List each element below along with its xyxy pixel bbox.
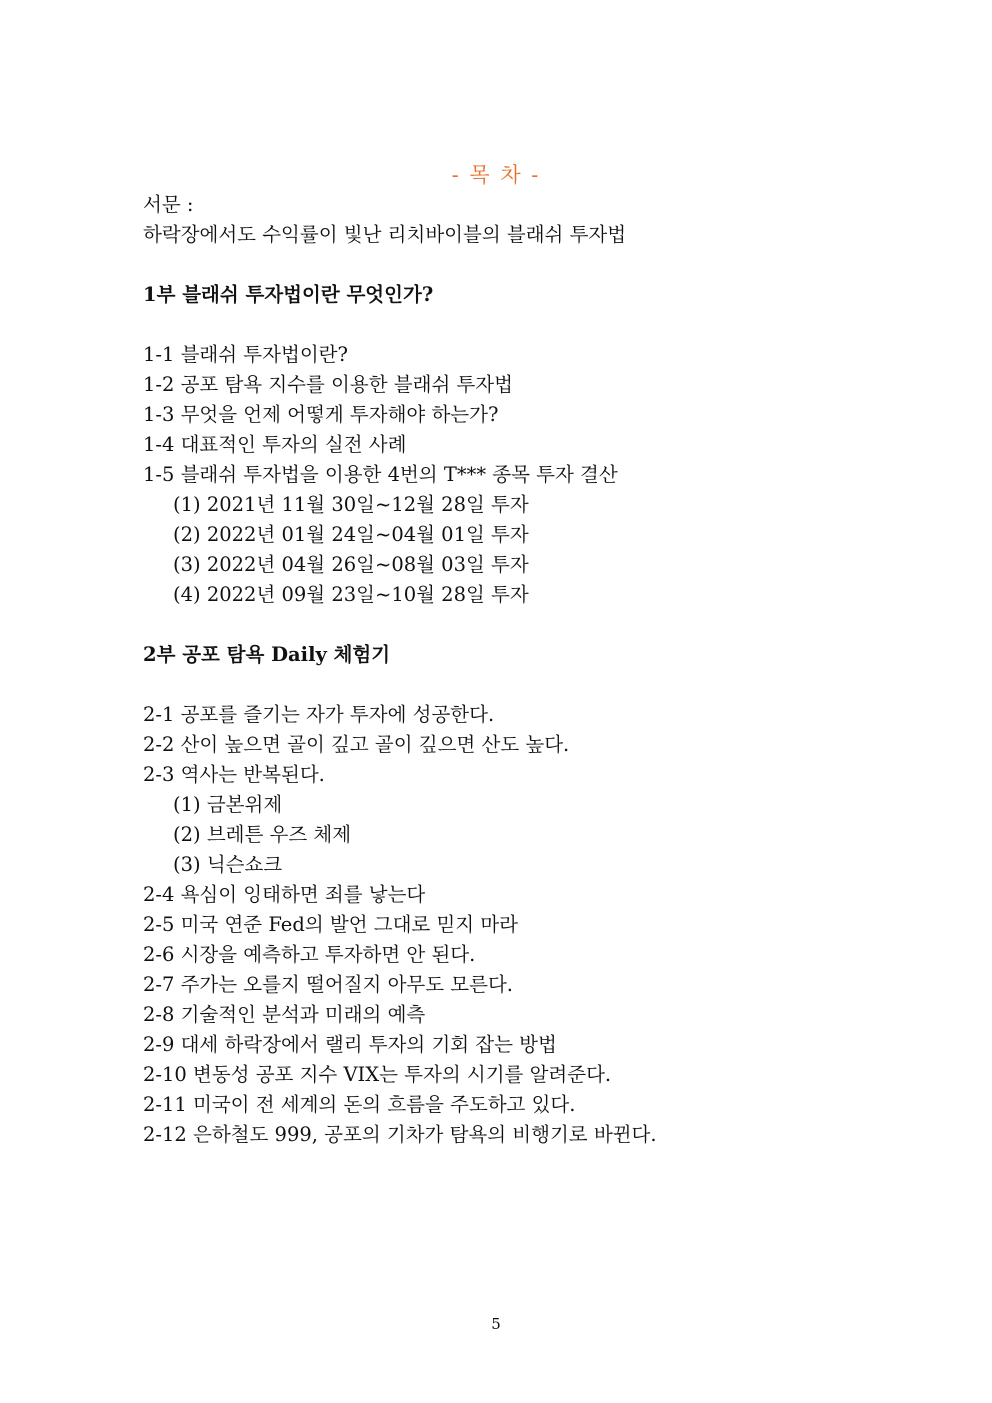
toc-subitem-1-5-3: (3) 2022년 04월 26일~08월 03일 투자 bbox=[173, 553, 529, 576]
toc-subitem-1-5-1: (1) 2021년 11월 30일~12월 28일 투자 bbox=[173, 493, 529, 516]
spacer bbox=[143, 670, 863, 700]
part1-heading: 1부 블래쉬 투자법이란 무엇인가? bbox=[143, 283, 434, 306]
toc-subitem-1-5-2: (2) 2022년 01월 24일~04월 01일 투자 bbox=[173, 523, 529, 546]
toc-content bbox=[143, 190, 863, 1150]
part2-heading: 2부 공포 탐욕 Daily 체험기 bbox=[143, 643, 391, 666]
toc-item-2-10: 2-10 변동성 공포 지수 VIX는 투자의 시기를 알려준다. bbox=[143, 1063, 612, 1086]
toc-item-2-12: 2-12 은하철도 999, 공포의 기차가 탐욕의 비행기로 바뀐다. bbox=[143, 1123, 657, 1146]
spacer bbox=[143, 250, 863, 280]
page-number: 5 bbox=[491, 1315, 501, 1333]
toc-item-2-2: 2-2 산이 높으면 골이 깊고 골이 깊으면 산도 높다. bbox=[143, 733, 570, 756]
toc-item-2-9: 2-9 대세 하락장에서 랠리 투자의 기회 잡는 방법 bbox=[143, 1033, 557, 1056]
toc-item-1-5: 1-5 블래쉬 투자법을 이용한 4번의 T*** 종목 투자 결산 bbox=[143, 463, 618, 486]
intro-text: 하락장에서도 수익률이 빛난 리치바이블의 블래쉬 투자법 bbox=[143, 223, 627, 246]
intro-label: 서문 : bbox=[143, 193, 194, 216]
toc-title: - 목 차 - bbox=[451, 163, 541, 187]
toc-item-2-4: 2-4 욕심이 잉태하면 죄를 낳는다 bbox=[143, 883, 426, 906]
toc-item-2-6: 2-6 시장을 예측하고 투자하면 안 된다. bbox=[143, 943, 476, 966]
toc-item-1-4: 1-4 대표적인 투자의 실전 사례 bbox=[143, 433, 407, 456]
toc-item-2-5: 2-5 미국 연준 Fed의 발언 그대로 믿지 마라 bbox=[143, 913, 518, 936]
toc-item-2-8: 2-8 기술적인 분석과 미래의 예측 bbox=[143, 1003, 426, 1026]
spacer bbox=[143, 610, 863, 640]
toc-item-2-11: 2-11 미국이 전 세계의 돈의 흐름을 주도하고 있다. bbox=[143, 1093, 576, 1116]
toc-subitem-2-3-3: (3) 닉슨쇼크 bbox=[173, 853, 283, 876]
toc-item-1-1: 1-1 블래쉬 투자법이란? bbox=[143, 343, 348, 366]
toc-subitem-2-3-1: (1) 금본위제 bbox=[173, 793, 283, 816]
toc-item-2-1: 2-1 공포를 즐기는 자가 투자에 성공한다. bbox=[143, 703, 495, 726]
toc-subitem-2-3-2: (2) 브레튼 우즈 체제 bbox=[173, 823, 352, 846]
toc-item-1-3: 1-3 무엇을 언제 어떻게 투자해야 하는가? bbox=[143, 403, 499, 426]
toc-item-2-3: 2-3 역사는 반복된다. bbox=[143, 763, 325, 786]
toc-subitem-1-5-4: (4) 2022년 09월 23일~10월 28일 투자 bbox=[173, 583, 529, 606]
toc-item-2-7: 2-7 주가는 오를지 떨어질지 아무도 모른다. bbox=[143, 973, 513, 996]
toc-item-1-2: 1-2 공포 탐욕 지수를 이용한 블래쉬 투자법 bbox=[143, 373, 513, 396]
spacer bbox=[143, 310, 863, 340]
